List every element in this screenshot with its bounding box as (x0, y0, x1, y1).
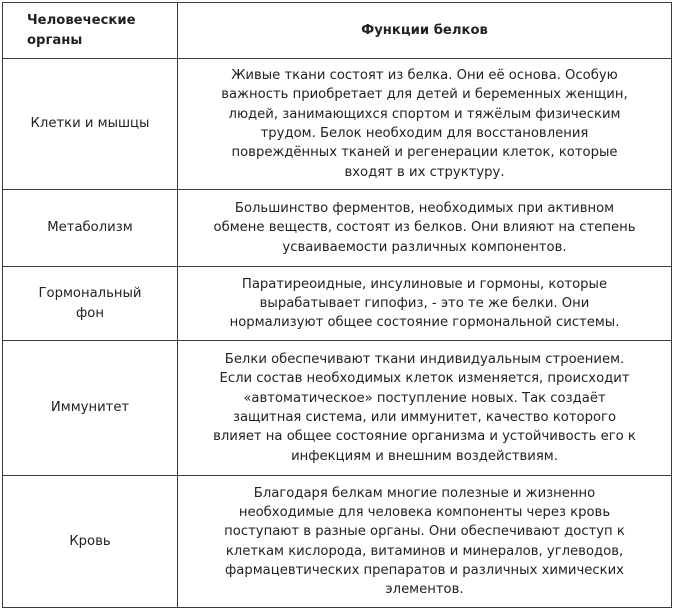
organ-cell: Гормональный фон (3, 267, 178, 341)
organ-cell: Клетки и мышцы (3, 59, 178, 190)
function-cell: Белки обеспечивают ткани индивидуальным строением. Если состав необходимых клеток изменяется, происходит «автоматическое» поступление новых. Так создаёт защитная система, или иммунитет, качество которого влияет на общее состояние организма и устойчивость его к инфекциям и внешним воздействиям. (178, 341, 672, 476)
column-header-functions: Функции белков (178, 3, 672, 59)
organ-cell: Метаболизм (3, 190, 178, 267)
table-row (3, 267, 672, 341)
function-cell: Живые ткани состоят из белка. Они её основа. Особую важность приобретает для детей и беременных женщин, людей, занимающихся спортом и тяжёлым физическим трудом. Белок необходим для восстановления повреждённых тканей и регенерации клеток, которые входят в их структуру. (178, 59, 672, 190)
table-header-row (3, 3, 672, 59)
organ-cell: Иммунитет (3, 341, 178, 476)
table-row (3, 476, 672, 608)
table-row (3, 341, 672, 476)
column-header-organs: Человеческие органы (3, 3, 178, 59)
table-row (3, 59, 672, 190)
protein-functions-table (2, 2, 672, 608)
organ-cell: Кровь (3, 476, 178, 608)
function-cell: Паратиреоидные, инсулиновые и гормоны, которые вырабатывает гипофиз, - это те же белки. Они нормализуют общее состояние гормональной системы. (178, 267, 672, 341)
function-cell: Благодаря белкам многие полезные и жизненно необходимые для человека компоненты через кровь поступают в разные органы. Они обеспечивают доступ к клеткам кислорода, витаминов и минералов, углеводов, фармацевтических препаратов и различных химических элементов. (178, 476, 672, 608)
function-cell: Большинство ферментов, необходимых при активном обмене веществ, состоят из белков. Они влияют на степень усваиваемости различных компонентов. (178, 190, 672, 267)
table-row (3, 190, 672, 267)
